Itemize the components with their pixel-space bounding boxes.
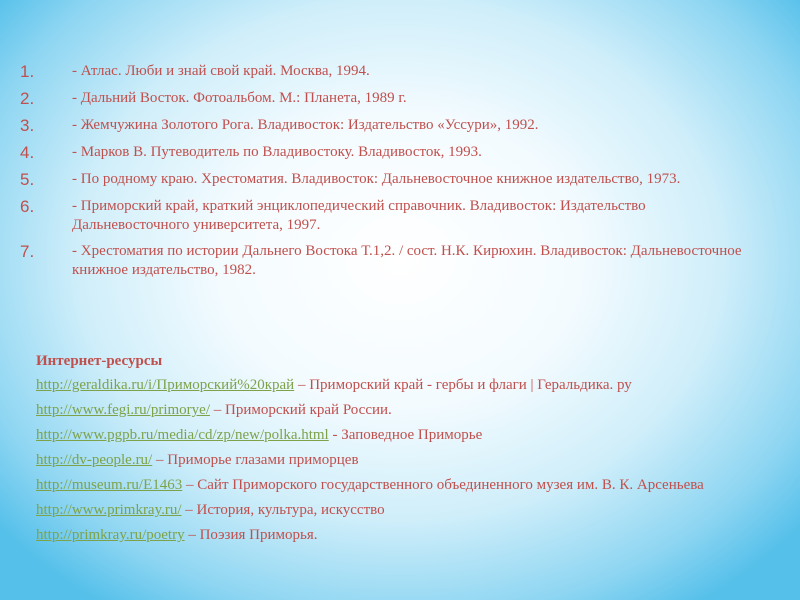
reference-number: 7. xyxy=(20,242,35,261)
resource-description: – История, культура, искусство xyxy=(181,502,385,518)
resource-item xyxy=(36,377,776,394)
resource-item xyxy=(36,452,776,469)
resource-description: - Заповедное Приморье xyxy=(328,427,483,443)
resource-item xyxy=(36,502,776,519)
reference-text: - По родному краю. Хрестоматия. Владивосток: Дальневосточное книжное издательство, 1973. xyxy=(72,171,681,187)
resource-description: – Приморский край России. xyxy=(210,402,392,418)
resource-item xyxy=(36,427,776,444)
internet-resources-section xyxy=(36,352,776,552)
resource-link[interactable]: http://www.fegi.ru/primorye/ xyxy=(36,402,210,418)
resource-description: – Приморье глазами приморцев xyxy=(152,452,359,468)
reference-list xyxy=(20,62,760,287)
reference-number: 3. xyxy=(20,116,35,135)
reference-text: - Марков В. Путеводитель по Владивостоку. Владивосток, 1993. xyxy=(72,144,482,160)
reference-item xyxy=(20,242,760,280)
resource-link[interactable]: http://museum.ru/E1463 xyxy=(36,477,183,493)
resource-item xyxy=(36,402,776,419)
resource-description: – Поэзия Приморья. xyxy=(184,527,318,543)
resource-link[interactable]: http://geraldika.ru/i/Приморский%20край xyxy=(36,377,295,393)
internet-resources-title: Интернет-ресурсы xyxy=(36,353,163,369)
reference-item xyxy=(20,143,760,163)
resource-item xyxy=(36,527,776,544)
reference-text: - Жемчужина Золотого Рога. Владивосток: Издательство «Уссури», 1992. xyxy=(72,117,539,133)
reference-text: - Атлас. Люби и знай свой край. Москва, 1994. xyxy=(72,63,370,79)
reference-item xyxy=(20,89,760,109)
reference-item xyxy=(20,197,760,235)
reference-number: 5. xyxy=(20,170,35,189)
reference-item xyxy=(20,116,760,136)
reference-item xyxy=(20,170,760,190)
reference-number: 6. xyxy=(20,197,35,216)
reference-text: - Приморский край, краткий энциклопедический справочник. Владивосток: Издательство Дальневосточного университета, 1997. xyxy=(72,198,646,233)
resource-link[interactable]: http://primkray.ru/poetry xyxy=(36,527,185,543)
resource-link[interactable]: http://dv-people.ru/ xyxy=(36,452,153,468)
reference-number: 4. xyxy=(20,143,35,162)
resource-description: – Сайт Приморского государственного объединенного музея им. В. К. Арсеньева xyxy=(182,477,704,493)
reference-text: - Хрестоматия по истории Дальнего Востока Т.1,2. / сост. Н.К. Кирюхин. Владивосток: Дальневосточное книжное издательство, 1982. xyxy=(72,243,742,278)
reference-number: 1. xyxy=(20,62,35,81)
resource-link[interactable]: http://www.pgpb.ru/media/cd/zp/new/polka.html xyxy=(36,427,329,443)
reference-text: - Дальний Восток. Фотоальбом. М.: Планета, 1989 г. xyxy=(72,90,407,106)
reference-number: 2. xyxy=(20,89,35,108)
resource-description: – Приморский край - гербы и флаги | Геральдика. ру xyxy=(294,377,632,393)
resource-item xyxy=(36,477,776,494)
reference-item xyxy=(20,62,760,82)
resource-link[interactable]: http://www.primkray.ru/ xyxy=(36,502,182,518)
